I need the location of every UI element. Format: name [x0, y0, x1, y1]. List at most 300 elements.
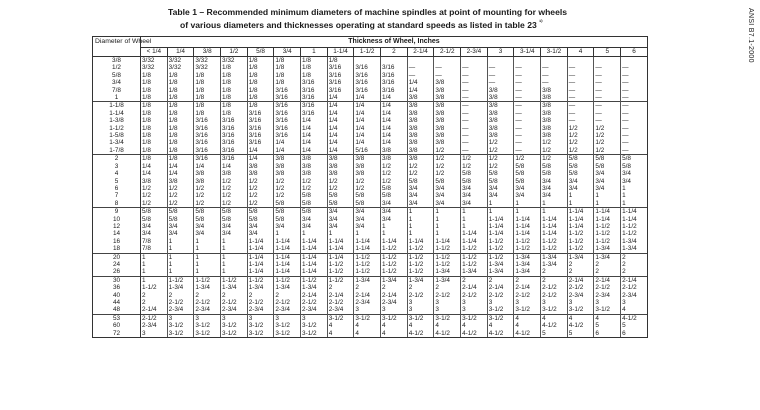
- table-row: [93, 94, 648, 102]
- spindle-diameter-cell: 5/8: [327, 192, 354, 199]
- spindle-diameter-cell: 3/8: [274, 155, 301, 163]
- wheel-diameter-cell: 26: [93, 268, 141, 276]
- table-row: [93, 208, 648, 216]
- wheel-diameter-cell: 5/8: [93, 72, 141, 79]
- spindle-diameter-cell: 1-1/4: [621, 216, 648, 223]
- spindle-diameter-cell: 1/8: [301, 72, 328, 79]
- spindle-diameter-cell: 1-1/2: [327, 268, 354, 276]
- wheel-diameter-cell: 48: [93, 306, 141, 314]
- spindle-diameter-cell: 2-1/2: [487, 292, 514, 299]
- wheel-diameter-cell: 8: [93, 200, 141, 208]
- spindle-diameter-cell: 1/8: [221, 110, 248, 117]
- spindle-diameter-cell: 4-1/2: [621, 314, 648, 322]
- spindle-diameter-cell: 1/4: [327, 147, 354, 155]
- spindle-diameter-cell: 6: [621, 330, 648, 338]
- spindle-diameter-cell: —: [621, 139, 648, 146]
- spindle-diameter-cell: 3-1/2: [461, 314, 488, 322]
- spindle-diameter-cell: 3/16: [381, 87, 408, 94]
- table-row: [93, 253, 648, 261]
- spindle-diameter-cell: —: [461, 125, 488, 132]
- table-row: [93, 110, 648, 117]
- spindle-diameter-cell: 1/2: [221, 200, 248, 208]
- wheel-diameter-cell: 1-1/2: [93, 125, 141, 132]
- spindle-diameter-cell: 1: [461, 223, 488, 230]
- spindle-diameter-cell: 1-1/4: [301, 253, 328, 261]
- spindle-diameter-cell: 1-1/4: [327, 245, 354, 253]
- spindle-diameter-cell: 2-1/4: [514, 284, 541, 291]
- spindle-diameter-cell: 1/8: [141, 125, 168, 132]
- spindle-diameter-cell: 2-3/4: [381, 299, 408, 306]
- spindle-diameter-cell: 1: [541, 208, 568, 216]
- spindle-diameter-cell: 4: [514, 314, 541, 322]
- spindle-diameter-cell: 2-1/4: [381, 292, 408, 299]
- spindle-diameter-cell: —: [594, 79, 621, 86]
- spindle-diameter-cell: —: [621, 117, 648, 124]
- spindle-diameter-cell: 1/2: [247, 178, 274, 185]
- spindle-diameter-cell: 1-3/4: [354, 276, 381, 284]
- spindle-diameter-cell: 3/16: [247, 110, 274, 117]
- spindle-diameter-cell: 3/16: [327, 72, 354, 79]
- spindle-diameter-cell: 2-3/4: [194, 306, 221, 314]
- spindle-diameter-cell: 1/4: [381, 132, 408, 139]
- spindle-diameter-cell: 1/8: [274, 72, 301, 79]
- spindle-diameter-cell: 1-1/4: [487, 230, 514, 237]
- spindle-diameter-cell: 3/32: [141, 64, 168, 71]
- table-row: [93, 223, 648, 230]
- spindle-diameter-cell: 2-3/4: [247, 306, 274, 314]
- wheel-diameter-cell: 12: [93, 223, 141, 230]
- table-row: [93, 117, 648, 124]
- spindle-diameter-cell: 2: [621, 268, 648, 276]
- spindle-diameter-cell: 1/2: [274, 178, 301, 185]
- spindle-diameter-cell: 3-1/2: [301, 322, 328, 329]
- spindle-diameter-cell: 3/16: [274, 110, 301, 117]
- spindle-diameter-cell: 5/8: [621, 155, 648, 163]
- spindle-diameter-cell: 1-1/4: [247, 253, 274, 261]
- spindle-diameter-cell: 3/4: [194, 230, 221, 237]
- spindle-diameter-cell: —: [567, 79, 594, 86]
- spindle-diameter-cell: 3/16: [354, 72, 381, 79]
- spindle-diameter-cell: 5/8: [301, 208, 328, 216]
- spindle-diameter-cell: 3/16: [274, 87, 301, 94]
- spindle-diameter-cell: 1: [621, 185, 648, 192]
- spindle-diameter-cell: 3/8: [327, 155, 354, 163]
- wheel-diameter-cell: 40: [93, 292, 141, 299]
- spindle-diameter-cell: 5/8: [567, 155, 594, 163]
- spindle-diameter-cell: 3/8: [434, 139, 461, 146]
- spindle-diameter-cell: 3/8: [434, 94, 461, 102]
- spindle-diameter-cell: 1/8: [301, 57, 328, 65]
- spindle-diameter-cell: 3/4: [247, 230, 274, 237]
- thickness-column-header: 5: [594, 48, 621, 57]
- spindle-diameter-cell: 3/8: [487, 125, 514, 132]
- title-footnote-ref: ¹⁾: [539, 20, 543, 26]
- spindle-diameter-cell: 1/4: [301, 139, 328, 146]
- spindle-diameter-cell: 1/8: [194, 94, 221, 102]
- spindle-diameter-cell: 3/8: [301, 170, 328, 177]
- spindle-diameter-cell: 2: [354, 284, 381, 291]
- spindle-diameter-cell: 1-1/4: [327, 238, 354, 245]
- spindle-diameter-cell: 1: [221, 238, 248, 245]
- spindle-diameter-cell: 1/8: [167, 79, 194, 86]
- spindle-diameter-cell: —: [621, 94, 648, 102]
- spindle-diameter-cell: 1/2: [274, 192, 301, 199]
- spindle-diameter-cell: 1/2: [274, 185, 301, 192]
- spindle-diameter-cell: 1-3/4: [274, 284, 301, 291]
- spindle-diameter-cell: 1/4: [141, 163, 168, 170]
- spindle-diameter-cell: 1-1/4: [301, 268, 328, 276]
- spindle-diameter-cell: 1-1/4: [301, 245, 328, 253]
- spindle-diameter-cell: 2-1/2: [541, 284, 568, 291]
- spindle-diameter-cell: 3-1/2: [487, 314, 514, 322]
- spindle-diameter-cell: 1/2: [381, 178, 408, 185]
- spindle-diameter-cell: 1/2: [514, 155, 541, 163]
- spindle-diameter-cell: 1/2: [541, 139, 568, 146]
- spindle-diameter-cell: 1-1/4: [274, 245, 301, 253]
- spindle-diameter-cell: 1-1/2: [594, 230, 621, 237]
- spindle-diameter-cell: 1: [434, 230, 461, 237]
- spindle-diameter-cell: 2: [621, 261, 648, 268]
- spindle-diameter-cell: 3/16: [247, 125, 274, 132]
- thickness-column-header: 3/8: [194, 48, 221, 57]
- spindle-diameter-cell: 2-3/4: [301, 306, 328, 314]
- spindle-diameter-cell: 3/16: [354, 79, 381, 86]
- wheel-diameter-cell: 1-3/8: [93, 117, 141, 124]
- spindle-diameter-cell: 1/4: [327, 132, 354, 139]
- spindle-diameter-cell: 1/4: [381, 102, 408, 110]
- spindle-diameter-cell: 1/8: [221, 87, 248, 94]
- spindle-diameter-cell: 5/8: [434, 178, 461, 185]
- table-row: [93, 102, 648, 110]
- spindle-diameter-cell: 1/4: [407, 87, 434, 94]
- spindle-diameter-cell: 3-1/2: [301, 330, 328, 338]
- spindle-diameter-cell: 1-3/4: [621, 245, 648, 253]
- spindle-diameter-cell: 1/2: [247, 185, 274, 192]
- spindle-diameter-cell: 2: [514, 276, 541, 284]
- spindle-diameter-cell: 1/4: [167, 163, 194, 170]
- spindle-diameter-cell: —: [461, 117, 488, 124]
- wheel-diameter-cell: 7: [93, 192, 141, 199]
- spindle-diameter-cell: —: [594, 110, 621, 117]
- spindle-diameter-cell: —: [621, 72, 648, 79]
- spindle-diameter-cell: 2-1/2: [407, 292, 434, 299]
- table-row: [93, 284, 648, 291]
- wheel-diameter-cell: 3/8: [93, 57, 141, 65]
- spindle-diameter-cell: —: [514, 139, 541, 146]
- spindle-diameter-cell: 2-1/2: [514, 292, 541, 299]
- spindle-diameter-cell: 3/4: [407, 200, 434, 208]
- spindle-diameter-cell: 1-1/2: [461, 253, 488, 261]
- spindle-diameter-cell: 1/2: [301, 178, 328, 185]
- spindle-diameter-cell: 3/4: [354, 216, 381, 223]
- spindle-diameter-cell: 2-3/4: [274, 306, 301, 314]
- spindle-diameter-cell: 1-1/4: [487, 216, 514, 223]
- wheel-diameter-cell: 14: [93, 230, 141, 237]
- spindle-diameter-cell: 1/4: [274, 139, 301, 146]
- spindle-diameter-cell: 3/8: [381, 147, 408, 155]
- spindle-diameter-cell: 3/16: [221, 147, 248, 155]
- spindle-diameter-cell: —: [621, 64, 648, 71]
- spindle-diameter-cell: 1-1/4: [541, 223, 568, 230]
- table-body: [93, 57, 648, 338]
- spindle-diameter-cell: 1: [434, 216, 461, 223]
- spindle-diameter-cell: 1-3/4: [541, 253, 568, 261]
- spindle-diameter-cell: 6: [594, 330, 621, 338]
- spindle-diameter-cell: 1-3/4: [594, 245, 621, 253]
- spindle-diameter-cell: 3/16: [327, 87, 354, 94]
- spindle-diameter-cell: 3/8: [274, 170, 301, 177]
- wheel-diameter-cell: 4: [93, 170, 141, 177]
- spindle-diameter-cell: 1/4: [327, 117, 354, 124]
- spindle-diameter-cell: 1-1/2: [621, 223, 648, 230]
- spindle-diameter-cell: 5/8: [567, 170, 594, 177]
- spindle-diameter-cell: 1/2: [487, 155, 514, 163]
- spindle-diameter-cell: 1/2: [167, 192, 194, 199]
- spindle-diameter-cell: 4: [354, 330, 381, 338]
- spindle-diameter-cell: —: [514, 79, 541, 86]
- spindle-diameter-cell: 1-3/4: [434, 276, 461, 284]
- spindle-diameter-cell: [407, 57, 434, 65]
- spindle-diameter-cell: 3/4: [487, 185, 514, 192]
- spindle-diameter-cell: 2: [247, 292, 274, 299]
- spindle-diameter-cell: 3/8: [487, 87, 514, 94]
- spindle-diameter-cell: 1/8: [141, 94, 168, 102]
- spindle-diameter-cell: 1/8: [221, 102, 248, 110]
- spindle-diameter-cell: 2: [221, 292, 248, 299]
- spindle-diameter-cell: —: [594, 94, 621, 102]
- spindle-diameter-cell: 1-1/2: [354, 253, 381, 261]
- table-row: [93, 64, 648, 71]
- spindle-diameter-cell: 4: [354, 322, 381, 329]
- spindle-diameter-cell: —: [461, 94, 488, 102]
- wheel-diameter-cell: 10: [93, 216, 141, 223]
- spindle-diameter-cell: 4: [327, 330, 354, 338]
- spindle-diameter-cell: 1: [194, 238, 221, 245]
- spindle-diameter-cell: 1/2: [567, 125, 594, 132]
- spindle-diameter-cell: 3/4: [434, 192, 461, 199]
- spindle-diameter-cell: 5/8: [354, 192, 381, 199]
- spindle-diameter-cell: 1-1/2: [514, 238, 541, 245]
- spindle-diameter-cell: 3: [434, 299, 461, 306]
- spindle-diameter-cell: 3/8: [407, 132, 434, 139]
- spindle-diameter-cell: 5/16: [354, 147, 381, 155]
- spindle-diameter-cell: 1: [354, 230, 381, 237]
- spindle-diameter-cell: 3/4: [327, 216, 354, 223]
- spindle-diameter-cell: 1/2: [567, 147, 594, 155]
- spindle-diameter-cell: 3: [167, 314, 194, 322]
- spindle-diameter-cell: 3/4: [487, 192, 514, 199]
- spindle-diameter-cell: 3: [567, 299, 594, 306]
- spindle-diameter-cell: 1/2: [194, 185, 221, 192]
- spindle-diameter-cell: 2-3/4: [167, 306, 194, 314]
- spindle-diameter-cell: 1-1/4: [621, 208, 648, 216]
- spindle-diameter-cell: 1/2: [434, 163, 461, 170]
- spindle-diameter-cell: 3/8: [434, 125, 461, 132]
- spindle-diameter-cell: 1/8: [167, 132, 194, 139]
- spindle-diameter-cell: —: [541, 72, 568, 79]
- table-row: [93, 216, 648, 223]
- spindle-diameter-cell: 1/4: [354, 125, 381, 132]
- spindle-diameter-cell: 1: [621, 192, 648, 199]
- thickness-column-header: 3-1/2: [541, 48, 568, 57]
- spindle-diameter-cell: —: [514, 117, 541, 124]
- table-row: [93, 163, 648, 170]
- spindle-diameter-cell: 1-1/4: [247, 268, 274, 276]
- spindle-diameter-cell: 3/32: [167, 64, 194, 71]
- spindle-diameter-cell: 3/8: [407, 94, 434, 102]
- spindle-diameter-cell: 3-1/2: [381, 314, 408, 322]
- spindle-diameter-cell: 1/2: [221, 192, 248, 199]
- spindle-diameter-cell: —: [621, 102, 648, 110]
- spindle-diameter-cell: 1-3/4: [621, 238, 648, 245]
- spindle-diameter-cell: 5/8: [141, 208, 168, 216]
- spindle-diameter-cell: 1: [381, 230, 408, 237]
- spindle-diameter-cell: 4: [594, 314, 621, 322]
- table-row: [93, 306, 648, 314]
- spindle-diameter-cell: 1: [434, 208, 461, 216]
- spindle-diameter-cell: [354, 57, 381, 65]
- spindle-diameter-cell: 1: [167, 238, 194, 245]
- spindle-diameter-cell: 3/4: [141, 223, 168, 230]
- spindle-diameter-cell: 1/2: [141, 192, 168, 199]
- spindle-diameter-cell: 5/8: [247, 208, 274, 216]
- spindle-diameter-cell: 1/4: [194, 163, 221, 170]
- wheel-diameter-cell: 30: [93, 276, 141, 284]
- spindle-diameter-cell: 3-1/2: [594, 306, 621, 314]
- spindle-diameter-cell: 1/8: [167, 125, 194, 132]
- spindle-diameter-cell: 2: [407, 284, 434, 291]
- spindle-diameter-cell: 3/16: [221, 155, 248, 163]
- spindle-diameter-cell: 5: [541, 330, 568, 338]
- spindle-diameter-cell: 1/4: [301, 117, 328, 124]
- spindle-diameter-cell: 1/2: [461, 163, 488, 170]
- spindle-diameter-cell: —: [461, 87, 488, 94]
- spindle-diameter-cell: 1: [221, 261, 248, 268]
- spindle-diameter-cell: 3/16: [274, 125, 301, 132]
- spindle-diameter-cell: —: [487, 79, 514, 86]
- spindle-diameter-cell: 2: [594, 268, 621, 276]
- spindle-diameter-cell: 2: [327, 284, 354, 291]
- spindle-diameter-cell: 7/8: [141, 245, 168, 253]
- spindle-diameter-cell: 1: [461, 208, 488, 216]
- spindle-diameter-cell: 3/8: [221, 170, 248, 177]
- spindle-diameter-cell: 3/16: [327, 64, 354, 71]
- spindle-diameter-cell: 5/8: [141, 216, 168, 223]
- spindle-diameter-cell: 1: [567, 192, 594, 199]
- spindle-diameter-cell: 1/4: [274, 147, 301, 155]
- spindle-diameter-cell: —: [567, 64, 594, 71]
- table-row: [93, 57, 648, 65]
- spindle-diameter-cell: 1: [141, 253, 168, 261]
- spindle-diameter-cell: 5/8: [274, 200, 301, 208]
- spindle-diameter-cell: 1/4: [407, 79, 434, 86]
- spindle-diameter-cell: 2: [381, 284, 408, 291]
- spindle-diameter-cell: 3/8: [301, 163, 328, 170]
- spindle-diameter-cell: 3-1/2: [407, 314, 434, 322]
- spindle-diameter-cell: 4: [327, 322, 354, 329]
- thickness-column-header: 2-3/4: [461, 48, 488, 57]
- spindle-diameter-cell: 3/16: [274, 117, 301, 124]
- spindle-diameter-cell: 3-1/2: [274, 330, 301, 338]
- spindle-diameter-cell: 3/8: [541, 117, 568, 124]
- spindle-diameter-cell: 1-3/4: [407, 276, 434, 284]
- spindle-diameter-cell: 3/8: [354, 163, 381, 170]
- spindle-diameter-cell: 1/8: [247, 64, 274, 71]
- spindle-diameter-cell: 1/4: [381, 94, 408, 102]
- spindle-diameter-cell: 1: [327, 230, 354, 237]
- spindle-diameter-cell: —: [541, 79, 568, 86]
- spindle-diameter-cell: 1-1/4: [514, 216, 541, 223]
- wheel-diameter-cell: 1-1/4: [93, 110, 141, 117]
- spindle-diameter-cell: 2: [167, 292, 194, 299]
- spindle-diameter-cell: 3/4: [327, 223, 354, 230]
- table-row: [93, 330, 648, 338]
- wheel-diameter-cell: 6: [93, 185, 141, 192]
- spindle-diameter-cell: 1/4: [354, 102, 381, 110]
- spindle-diameter-cell: 5/8: [514, 163, 541, 170]
- spindle-diameter-cell: 1-3/4: [514, 261, 541, 268]
- spindle-diameter-cell: 1-1/4: [381, 238, 408, 245]
- spindle-diameter-cell: 1: [407, 230, 434, 237]
- table-row: [93, 192, 648, 199]
- spindle-diameter-cell: 3/8: [167, 178, 194, 185]
- spindle-diameter-cell: 1/4: [301, 125, 328, 132]
- spindle-diameter-cell: 3-1/2: [354, 314, 381, 322]
- spindle-diameter-cell: 1/8: [274, 57, 301, 65]
- spindle-diameter-cell: 2: [567, 268, 594, 276]
- spindle-diameter-cell: 2: [541, 276, 568, 284]
- spindle-diameter-cell: 1/8: [247, 57, 274, 65]
- spindle-diameter-cell: —: [514, 110, 541, 117]
- spindle-diameter-cell: 2-1/2: [621, 284, 648, 291]
- spindle-diameter-cell: 3/8: [541, 102, 568, 110]
- spindle-diameter-cell: [487, 57, 514, 65]
- spindle-diameter-cell: 1-1/4: [274, 268, 301, 276]
- spindle-diameter-cell: 5/8: [541, 163, 568, 170]
- spindle-diameter-cell: 1-1/4: [274, 253, 301, 261]
- spindle-diameter-cell: 1-1/2: [461, 261, 488, 268]
- spindle-diameter-cell: 4-1/2: [514, 330, 541, 338]
- spindle-diameter-cell: 1/2: [327, 185, 354, 192]
- spindle-diameter-cell: 2-3/4: [621, 292, 648, 299]
- spindle-diameter-cell: 2-3/4: [327, 306, 354, 314]
- spindle-diameter-cell: 5: [567, 330, 594, 338]
- spindle-diameter-cell: 1-1/4: [301, 238, 328, 245]
- spindle-diameter-cell: 2-3/4: [567, 292, 594, 299]
- spindle-diameter-cell: 1-1/2: [541, 245, 568, 253]
- spindle-diameter-cell: 1: [621, 200, 648, 208]
- spindle-diameter-cell: 3/4: [407, 192, 434, 199]
- spindle-diameter-cell: 2: [434, 284, 461, 291]
- spindle-diameter-cell: 1/4: [327, 94, 354, 102]
- spindle-diameter-cell: 3/8: [354, 155, 381, 163]
- spindle-diameter-cell: 2-1/2: [567, 284, 594, 291]
- spindle-diameter-cell: 1/2: [434, 170, 461, 177]
- spindle-diameter-cell: 3/16: [194, 139, 221, 146]
- thickness-column-header: 1/2: [221, 48, 248, 57]
- spindle-diameter-cell: —: [514, 102, 541, 110]
- spindle-diameter-cell: 1: [141, 261, 168, 268]
- spindle-diameter-cell: 3/8: [434, 110, 461, 117]
- spindle-diameter-cell: 1-1/2: [407, 245, 434, 253]
- spindle-diameter-cell: 1-1/2: [274, 276, 301, 284]
- spindle-diameter-cell: 1-1/2: [594, 223, 621, 230]
- spindle-diameter-cell: 5/8: [247, 216, 274, 223]
- spindle-diameter-cell: 1: [167, 261, 194, 268]
- spindle-diameter-cell: 1/8: [247, 102, 274, 110]
- spindle-diameter-cell: 3/16: [301, 79, 328, 86]
- thickness-of-wheel-header: Thickness of Wheel, Inches: [141, 37, 648, 48]
